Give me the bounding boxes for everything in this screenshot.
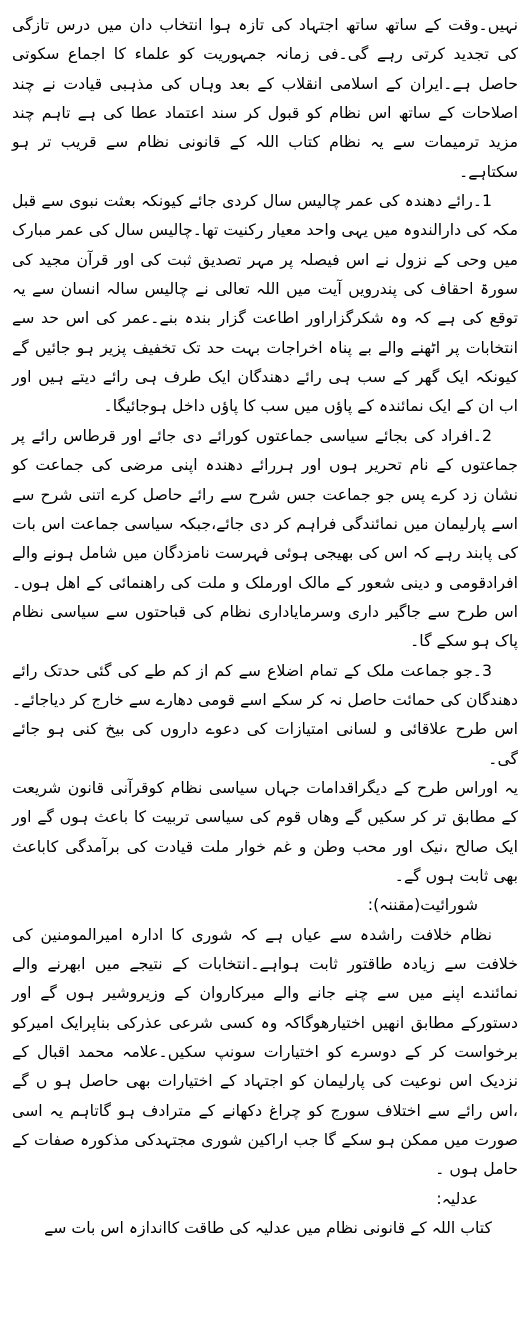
shura-paragraph: نظام خلافت راشدہ سے عیاں ہے کہ شوری کا ادارہ امیرالمومنین کی خلافت سے زیادہ طاقتور ثابت ہواہے۔انتخابات کے نتیجے میں ابھرنے والے نمائندے اپنے میں سے چنے جانے والے میرکاروان کے وزیروشیر ہوں گے اور دستورکے مطابق انھیں اختیارھوگاکہ وہ کسی شرعی عذرکی بناپرایک امیرکو برخواست کر کے دوسرے کو اختیارات سونپ سکیں۔علامہ محمد اقبال کے نزدیک اس نوعیت کی پارلیمان کو اجتہاد کے اختیارات بھی حاصل ہو ں گے ،اس رائے سے اختلاف سورج کو چراغ دکھانے کے مترادف ہو گاتاہم یہ اسی صورت میں ممکن ہو سکے گا جب اراکین شوری مجتہدکی مذکورہ صفات کے حامل ہوں ۔ <box>12 924 518 1179</box>
summary-paragraph: یہ اوراس طرح کے دیگراقدامات جہاں سیاسی نظام کوقرآنی قانون شریعت کے مطابق تر کر سکیں گے وھاں قوم کی سیاسی تربیت کا باعث ہوں گے اور ایک صالح ،نیک اور محب وطن و غم خوار ملت قیادت کی برآمدگی کاباعث بھی ثابت ہوں گے۔ <box>12 777 518 885</box>
shura-heading: شورائیت(مقننہ): <box>367 895 478 915</box>
judiciary-paragraph: کتاب اللہ کے قانونی نظام میں عدلیہ کی طاقت کااندازہ اس بات سے <box>44 1218 492 1238</box>
point-3-paragraph: 3۔جو جماعت ملک کے تمام اضلاع سے کم از کم طے کی گئی حدتک رائے دھندگان کی حمائت حاصل نہ کر سکے اسے قومی دھارے سے خارج کر دیاجائے۔اس طرح علاقائی و لسانی امتیازات کی دعوے داروں کی بیخ کنی ہو جائے گی۔ <box>12 660 518 768</box>
point-1-paragraph: 1۔رائے دھندہ کی عمر چالیس سال کردی جائے کیونکہ بعثت نبوی سے قبل مکہ کی دارالندوہ میں یہی واحد معیار رکنیت تھا۔چالیس سال کی عمر مبارک میں وحی کے نزول نے اس فیصلہ پر مہر تصدیق ثبت کی اور قرآن مجید کی سورۃ احقاف کی پندرویں آیت میں اللہ تعالی نے چالیس سالہ انسان سے یہ توقع کی ہے کہ وہ شکرگزاراور اطاعت گزار بندہ بنے۔عمر کی اس حد سے انتخابات پر اٹھنے والے بے پناہ اخراجات بہت حد تک تخفیف پزیر ہو جائیں گے کیونکہ ایک گھر کے سب ہی رائے دھندگان ایک طرف ہی رائے دیتے ہیں اور اب ان کے ایک نمائندہ کے پاؤں میں سب کا پاؤں داخل ہوجائیگا۔ <box>12 191 518 416</box>
intro-paragraph: نہیں۔وقت کے ساتھ ساتھ اجتہاد کی تازہ ہوا انتخاب دان میں درس تازگی کی تجدید کرتی رہے گی۔فی زمانہ جمہوریت کو علماء کا اجماع سکوتی حاصل ہے۔ایران کے اسلامی انقلاب کے بعد وہاں کی مذہبی قیادت نے چند اصلاحات کے ساتھ اس نظام کو قبول کر سند اعتماد عطا کی ہے تاہم چند مزید ترمیمات سے یہ نظام کتاب اللہ کے قانونی نظام سے قریب تر ہو سکتاہے۔ <box>12 15 518 181</box>
judiciary-heading: عدلیہ: <box>436 1188 478 1208</box>
point-2-paragraph: 2۔افراد کی بجائے سیاسی جماعتوں کورائے دی جائے اور قرطاس رائے پر جماعتوں کے نام تحریر ہوں اور ہررائے دھندہ اپنی مرضی کی جماعت کو نشان زد کرے پس جو جماعت جس شرح سے رائے حاصل کرے اتنی شرح سے اسے پارلیمان میں نمائندگی فراہم کر دی جائے،جبکہ سیاسی جماعت اس بات کی پابند رہے کہ اس کی بھیجی ہوئی فہرست نامزدگان میں شامل ہونے والے افرادقومی و دینی شعور کے مالک اورملک و ملت کی راھنمائی کے اھل ہوں۔اس طرح سے جاگیر داری وسرمایاداری نظام کی قباحتوں سے سیاسی نظام پاک ہو سکے گا۔ <box>12 425 518 651</box>
